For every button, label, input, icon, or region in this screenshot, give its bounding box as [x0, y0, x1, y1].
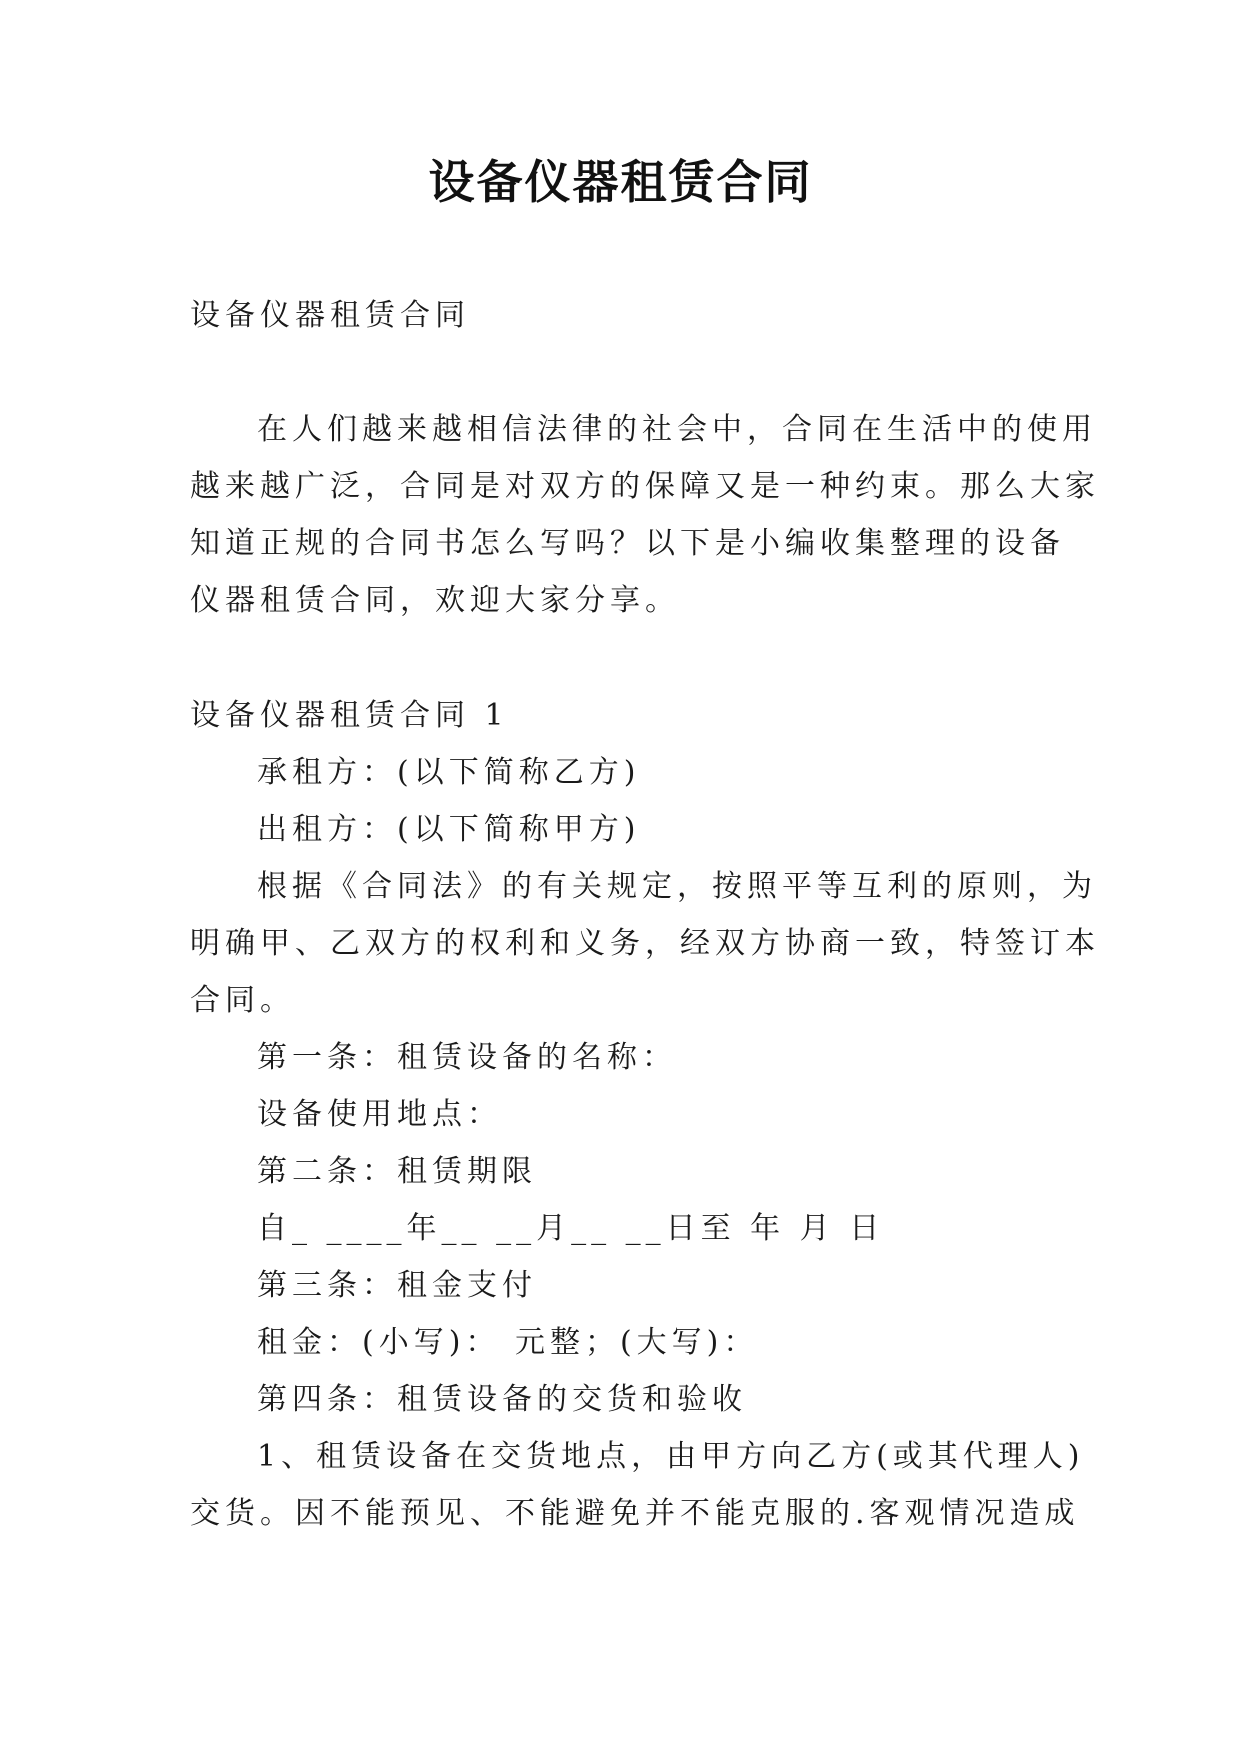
- delivery-line-1: 1、租赁设备在交货地点，由甲方向乙方(或其代理人): [257, 1439, 1085, 1474]
- basis-line-2: 明确甲、乙双方的权利和义务，经双方协商一致，特签订本: [190, 926, 1100, 961]
- article-4-line: 第四条：租赁设备的交货和验收: [257, 1382, 747, 1417]
- lessee-line: 承租方：(以下简称乙方): [257, 755, 641, 790]
- article-2-line: 第二条：租赁期限: [257, 1154, 537, 1189]
- basis-line-3: 合同。: [190, 983, 295, 1018]
- intro-line-2: 越来越广泛，合同是对双方的保障又是一种约束。那么大家: [190, 469, 1100, 504]
- article-3-line: 第三条：租金支付: [257, 1268, 537, 1303]
- delivery-line-2: 交货。因不能预见、不能避免并不能克服的.客观情况造成: [190, 1496, 1080, 1531]
- basis-line-1: 根据《合同法》的有关规定，按照平等互利的原则，为: [257, 869, 1097, 904]
- intro-line-4: 仪器租赁合同，欢迎大家分享。: [190, 583, 680, 618]
- intro-line-1: 在人们越来越相信法律的社会中，合同在生活中的使用: [257, 412, 1097, 447]
- subtitle-line: 设备仪器租赁合同: [190, 298, 470, 333]
- document-title: 设备仪器租赁合同: [428, 155, 813, 209]
- article-1-line: 第一条：租赁设备的名称：: [257, 1040, 677, 1075]
- rent-line: 租金：(小写)： 元整；(大写)：: [257, 1325, 759, 1360]
- intro-line-3: 知道正规的合同书怎么写吗？以下是小编收集整理的设备: [190, 526, 1065, 561]
- location-line: 设备使用地点：: [257, 1097, 502, 1132]
- term-line: 自_ ____年__ __月__ __日至 年 月 日: [257, 1211, 885, 1246]
- lessor-line: 出租方：(以下简称甲方): [257, 812, 641, 847]
- section-heading: 设备仪器租赁合同 1: [190, 698, 509, 733]
